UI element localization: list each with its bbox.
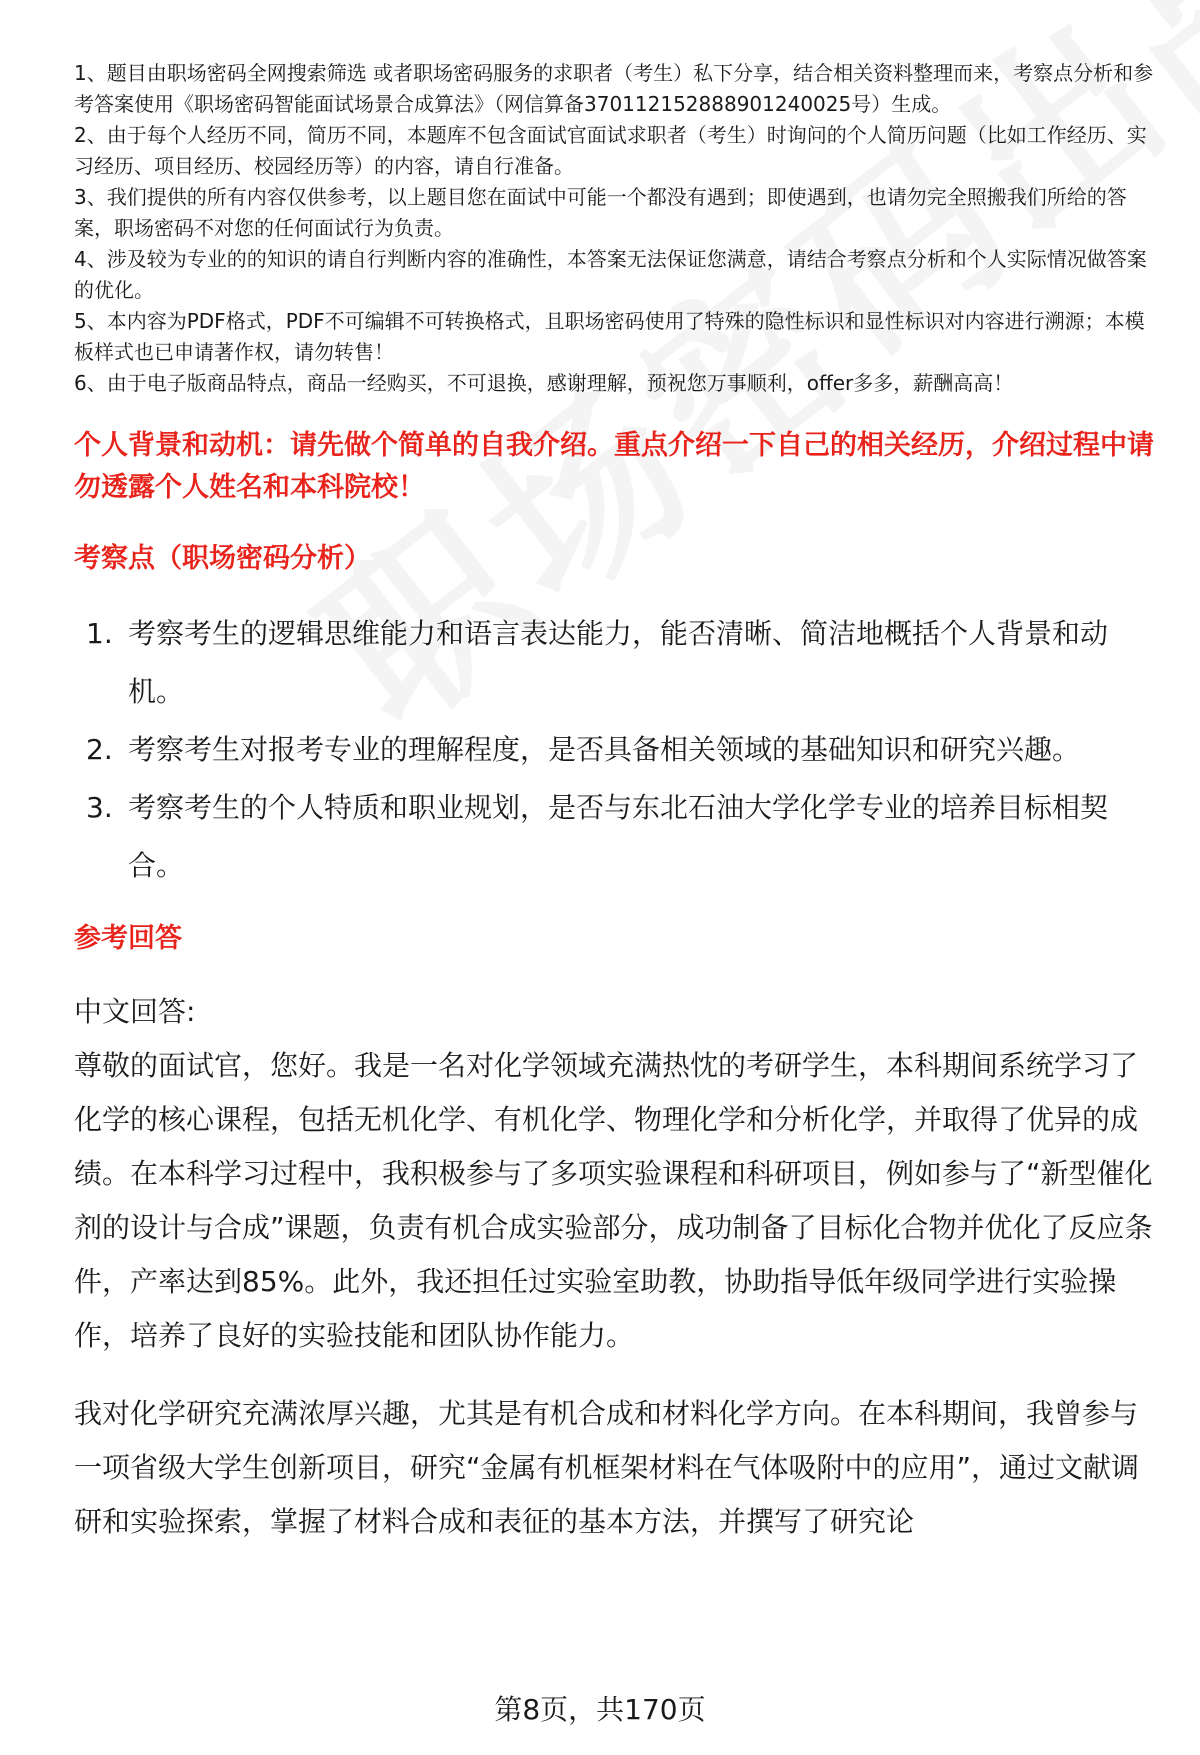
page-number: 第8页，共170页 <box>494 1693 706 1726</box>
answer-body <box>74 985 1154 1549</box>
notice-item: 6、由于电子版商品特点，商品一经购买，不可退换，感谢理解，预祝您万事顺利，offer多多，薪酬高高！ <box>74 371 1014 395</box>
notice-item: 5、本内容为PDF格式，PDF不可编辑不可转换格式，且职场密码使用了特殊的隐性标识和显性标识对内容进行溯源；本模板样式也已申请著作权，请勿转售！ <box>74 309 1145 364</box>
list-number: 2. <box>86 733 113 766</box>
answer-label: 中文回答: <box>74 995 196 1028</box>
document-page <box>74 58 1154 1549</box>
answer-heading: 参考回答 <box>74 923 182 954</box>
list-text: 考察考生的逻辑思维能力和语言表达能力，能否清晰、简洁地概括个人背景和动机。 <box>128 617 1109 708</box>
list-item <box>74 721 1154 779</box>
question-heading: 个人背景和动机：请先做个简单的自我介绍。重点介绍一下自己的相关经历，介绍过程中请勿透露个人姓名和本科院校！ <box>74 430 1154 503</box>
list-item <box>74 779 1154 895</box>
points-heading: 考察点（职场密码分析） <box>74 543 371 574</box>
list-text: 考察考生的个人特质和职业规划，是否与东北石油大学化学专业的培养目标相契合。 <box>128 791 1109 882</box>
list-text: 考察考生对报考专业的理解程度，是否具备相关领域的基础知识和研究兴趣。 <box>128 733 1081 766</box>
points-list <box>74 605 1154 895</box>
notice-item: 3、我们提供的所有内容仅供参考，以上题目您在面试中可能一个都没有遇到；即使遇到，也请勿完全照搬我们所给的答案，职场密码不对您的任何面试行为负责。 <box>74 185 1127 240</box>
list-number: 1. <box>86 617 113 650</box>
notice-item: 1、题目由职场密码全网搜索筛选 或者职场密码服务的求职者（考生）私下分享，结合相关资料整理而来，考察点分析和参考答案使用《职场密码智能面试场景合成算法》（网信算备370112152888901240025号）生成。 <box>74 61 1154 116</box>
notice-block <box>74 58 1154 399</box>
list-number: 3. <box>86 791 113 824</box>
notice-item: 2、由于每个人经历不同，简历不同，本题库不包含面试官面试求职者（考生）时询问的个人简历问题（比如工作经历、实习经历、项目经历、校园经历等）的内容，请自行准备。 <box>74 123 1147 178</box>
answer-paragraph: 我对化学研究充满浓厚兴趣，尤其是有机合成和材料化学方向。在本科期间，我曾参与一项省级大学生创新项目，研究“金属有机框架材料在气体吸附中的应用”，通过文献调研和实验探索，掌握了材料合成和表征的基本方法，并撰写了研究论 <box>74 1397 1140 1538</box>
list-item <box>74 605 1154 721</box>
notice-item: 4、涉及较为专业的的知识的请自行判断内容的准确性，本答案无法保证您满意，请结合考察点分析和个人实际情况做答案的优化。 <box>74 247 1147 302</box>
answer-paragraph: 尊敬的面试官，您好。我是一名对化学领域充满热忱的考研学生，本科期间系统学习了化学的核心课程，包括无机化学、有机化学、物理化学和分析化学，并取得了优异的成绩。在本科学习过程中，我积极参与了多项实验课程和科研项目，例如参与了“新型催化剂的设计与合成”课题，负责有机合成实验部分，成功制备了目标化合物并优化了反应条件，产率达到85%。此外，我还担任过实验室助教，协助指导低年级同学进行实验操作，培养了良好的实验技能和团队协作能力。 <box>74 1049 1153 1352</box>
